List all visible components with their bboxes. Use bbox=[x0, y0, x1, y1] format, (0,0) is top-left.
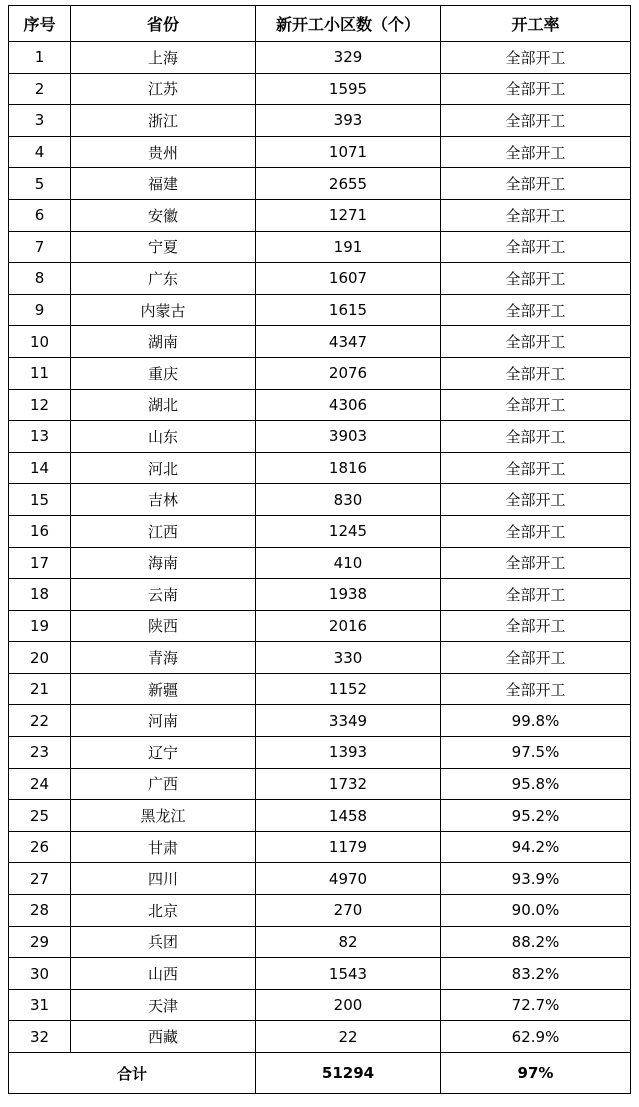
row-index: 24 bbox=[9, 768, 71, 800]
table-row bbox=[9, 452, 631, 484]
renovation-start-table bbox=[8, 5, 631, 1094]
table-row bbox=[9, 389, 631, 421]
row-start-rate: 全部开工 bbox=[441, 263, 631, 295]
row-index: 22 bbox=[9, 705, 71, 737]
row-new-communities: 1732 bbox=[256, 768, 441, 800]
row-index: 11 bbox=[9, 357, 71, 389]
total-rate: 97% bbox=[441, 1053, 631, 1094]
table-row bbox=[9, 831, 631, 863]
row-start-rate: 62.9% bbox=[441, 1021, 631, 1053]
header-start-rate: 开工率 bbox=[441, 6, 631, 42]
row-new-communities: 191 bbox=[256, 231, 441, 263]
row-start-rate: 全部开工 bbox=[441, 421, 631, 453]
row-index: 8 bbox=[9, 263, 71, 295]
row-index: 13 bbox=[9, 421, 71, 453]
row-start-rate: 全部开工 bbox=[441, 389, 631, 421]
row-index: 10 bbox=[9, 326, 71, 358]
row-province: 福建 bbox=[71, 168, 256, 200]
row-province: 上海 bbox=[71, 42, 256, 74]
row-province: 北京 bbox=[71, 895, 256, 927]
row-new-communities: 270 bbox=[256, 895, 441, 927]
row-index: 21 bbox=[9, 673, 71, 705]
table-row bbox=[9, 168, 631, 200]
row-index: 15 bbox=[9, 484, 71, 516]
row-new-communities: 1245 bbox=[256, 515, 441, 547]
table-row bbox=[9, 579, 631, 611]
row-province: 西藏 bbox=[71, 1021, 256, 1053]
row-index: 6 bbox=[9, 199, 71, 231]
row-start-rate: 全部开工 bbox=[441, 199, 631, 231]
row-start-rate: 94.2% bbox=[441, 831, 631, 863]
row-index: 23 bbox=[9, 737, 71, 769]
row-province: 重庆 bbox=[71, 357, 256, 389]
row-index: 1 bbox=[9, 42, 71, 74]
row-index: 19 bbox=[9, 610, 71, 642]
row-province: 辽宁 bbox=[71, 737, 256, 769]
row-province: 天津 bbox=[71, 989, 256, 1021]
table-row bbox=[9, 958, 631, 990]
row-province: 宁夏 bbox=[71, 231, 256, 263]
row-new-communities: 1271 bbox=[256, 199, 441, 231]
row-index: 12 bbox=[9, 389, 71, 421]
row-province: 陕西 bbox=[71, 610, 256, 642]
row-index: 29 bbox=[9, 926, 71, 958]
row-new-communities: 4306 bbox=[256, 389, 441, 421]
row-new-communities: 2016 bbox=[256, 610, 441, 642]
row-province: 河南 bbox=[71, 705, 256, 737]
row-new-communities: 1595 bbox=[256, 73, 441, 105]
row-new-communities: 1071 bbox=[256, 136, 441, 168]
table-row bbox=[9, 547, 631, 579]
row-index: 31 bbox=[9, 989, 71, 1021]
table-row bbox=[9, 136, 631, 168]
row-new-communities: 1458 bbox=[256, 800, 441, 832]
row-start-rate: 全部开工 bbox=[441, 326, 631, 358]
row-new-communities: 3903 bbox=[256, 421, 441, 453]
row-province: 江苏 bbox=[71, 73, 256, 105]
row-start-rate: 全部开工 bbox=[441, 610, 631, 642]
row-index: 3 bbox=[9, 105, 71, 137]
row-start-rate: 95.2% bbox=[441, 800, 631, 832]
header-province: 省份 bbox=[71, 6, 256, 42]
row-new-communities: 22 bbox=[256, 1021, 441, 1053]
row-province: 海南 bbox=[71, 547, 256, 579]
table-row bbox=[9, 515, 631, 547]
row-start-rate: 全部开工 bbox=[441, 515, 631, 547]
total-count: 51294 bbox=[256, 1053, 441, 1094]
row-index: 2 bbox=[9, 73, 71, 105]
row-new-communities: 329 bbox=[256, 42, 441, 74]
row-province: 湖北 bbox=[71, 389, 256, 421]
table-row bbox=[9, 768, 631, 800]
row-index: 17 bbox=[9, 547, 71, 579]
row-index: 5 bbox=[9, 168, 71, 200]
row-province: 兵团 bbox=[71, 926, 256, 958]
row-province: 广东 bbox=[71, 263, 256, 295]
row-new-communities: 1816 bbox=[256, 452, 441, 484]
row-province: 河北 bbox=[71, 452, 256, 484]
row-province: 广西 bbox=[71, 768, 256, 800]
table-row bbox=[9, 989, 631, 1021]
table-row bbox=[9, 1021, 631, 1053]
table-row bbox=[9, 926, 631, 958]
table-row bbox=[9, 294, 631, 326]
row-start-rate: 全部开工 bbox=[441, 357, 631, 389]
row-start-rate: 全部开工 bbox=[441, 231, 631, 263]
row-start-rate: 全部开工 bbox=[441, 42, 631, 74]
row-province: 甘肃 bbox=[71, 831, 256, 863]
table-row bbox=[9, 326, 631, 358]
row-province: 四川 bbox=[71, 863, 256, 895]
row-start-rate: 全部开工 bbox=[441, 168, 631, 200]
row-index: 32 bbox=[9, 1021, 71, 1053]
total-label: 合计 bbox=[9, 1053, 256, 1094]
row-province: 山东 bbox=[71, 421, 256, 453]
row-index: 30 bbox=[9, 958, 71, 990]
table-body bbox=[9, 42, 631, 1053]
row-province: 贵州 bbox=[71, 136, 256, 168]
row-start-rate: 全部开工 bbox=[441, 547, 631, 579]
row-index: 27 bbox=[9, 863, 71, 895]
row-start-rate: 全部开工 bbox=[441, 484, 631, 516]
row-new-communities: 4970 bbox=[256, 863, 441, 895]
row-start-rate: 88.2% bbox=[441, 926, 631, 958]
row-new-communities: 1152 bbox=[256, 673, 441, 705]
row-new-communities: 1615 bbox=[256, 294, 441, 326]
table-row bbox=[9, 73, 631, 105]
row-start-rate: 全部开工 bbox=[441, 642, 631, 674]
row-province: 江西 bbox=[71, 515, 256, 547]
table-row bbox=[9, 705, 631, 737]
row-new-communities: 330 bbox=[256, 642, 441, 674]
row-start-rate: 93.9% bbox=[441, 863, 631, 895]
row-start-rate: 全部开工 bbox=[441, 73, 631, 105]
row-province: 安徽 bbox=[71, 199, 256, 231]
row-index: 25 bbox=[9, 800, 71, 832]
row-new-communities: 2076 bbox=[256, 357, 441, 389]
table-row bbox=[9, 863, 631, 895]
row-province: 内蒙古 bbox=[71, 294, 256, 326]
table-row bbox=[9, 737, 631, 769]
row-province: 云南 bbox=[71, 579, 256, 611]
table-row bbox=[9, 895, 631, 927]
row-new-communities: 1607 bbox=[256, 263, 441, 295]
row-index: 16 bbox=[9, 515, 71, 547]
row-index: 9 bbox=[9, 294, 71, 326]
header-index: 序号 bbox=[9, 6, 71, 42]
row-province: 浙江 bbox=[71, 105, 256, 137]
row-index: 20 bbox=[9, 642, 71, 674]
row-index: 7 bbox=[9, 231, 71, 263]
table-row bbox=[9, 231, 631, 263]
row-new-communities: 200 bbox=[256, 989, 441, 1021]
table-row bbox=[9, 199, 631, 231]
total-row bbox=[9, 1053, 631, 1094]
table-row bbox=[9, 357, 631, 389]
row-new-communities: 830 bbox=[256, 484, 441, 516]
row-start-rate: 全部开工 bbox=[441, 673, 631, 705]
row-index: 26 bbox=[9, 831, 71, 863]
row-start-rate: 全部开工 bbox=[441, 136, 631, 168]
header-row bbox=[9, 6, 631, 42]
row-new-communities: 1543 bbox=[256, 958, 441, 990]
clipped-title-fragment bbox=[236, 0, 396, 3]
row-start-rate: 83.2% bbox=[441, 958, 631, 990]
row-new-communities: 393 bbox=[256, 105, 441, 137]
row-start-rate: 全部开工 bbox=[441, 105, 631, 137]
table-row bbox=[9, 105, 631, 137]
row-start-rate: 99.8% bbox=[441, 705, 631, 737]
row-index: 4 bbox=[9, 136, 71, 168]
row-start-rate: 90.0% bbox=[441, 895, 631, 927]
table-row bbox=[9, 642, 631, 674]
row-province: 山西 bbox=[71, 958, 256, 990]
row-start-rate: 全部开工 bbox=[441, 294, 631, 326]
table-row bbox=[9, 421, 631, 453]
row-province: 黑龙江 bbox=[71, 800, 256, 832]
header-new-communities: 新开工小区数（个） bbox=[256, 6, 441, 42]
row-province: 青海 bbox=[71, 642, 256, 674]
row-start-rate: 72.7% bbox=[441, 989, 631, 1021]
row-index: 14 bbox=[9, 452, 71, 484]
table-row bbox=[9, 263, 631, 295]
row-province: 新疆 bbox=[71, 673, 256, 705]
row-new-communities: 1938 bbox=[256, 579, 441, 611]
table-row bbox=[9, 42, 631, 74]
row-new-communities: 3349 bbox=[256, 705, 441, 737]
table-row bbox=[9, 800, 631, 832]
row-new-communities: 82 bbox=[256, 926, 441, 958]
row-index: 18 bbox=[9, 579, 71, 611]
row-start-rate: 全部开工 bbox=[441, 579, 631, 611]
row-start-rate: 全部开工 bbox=[441, 452, 631, 484]
row-new-communities: 4347 bbox=[256, 326, 441, 358]
row-new-communities: 410 bbox=[256, 547, 441, 579]
row-province: 吉林 bbox=[71, 484, 256, 516]
table-row bbox=[9, 484, 631, 516]
table-row bbox=[9, 673, 631, 705]
row-province: 湖南 bbox=[71, 326, 256, 358]
row-start-rate: 97.5% bbox=[441, 737, 631, 769]
row-index: 28 bbox=[9, 895, 71, 927]
row-new-communities: 1393 bbox=[256, 737, 441, 769]
table-row bbox=[9, 610, 631, 642]
row-new-communities: 2655 bbox=[256, 168, 441, 200]
row-new-communities: 1179 bbox=[256, 831, 441, 863]
row-start-rate: 95.8% bbox=[441, 768, 631, 800]
